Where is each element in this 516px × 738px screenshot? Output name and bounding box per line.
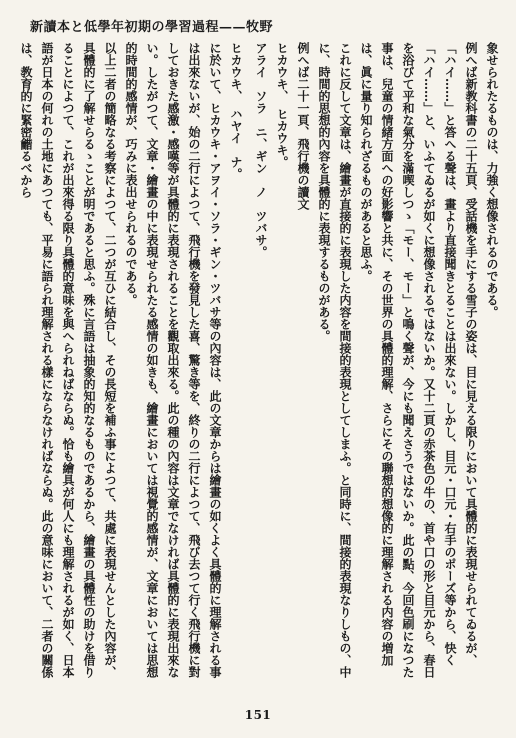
body-text [16,42,502,682]
running-head-title: 新讀本と低學年初期の學習過程——牧野 [30,19,274,35]
page-number: 151 [244,708,272,722]
right-text-column: 象せられたるものは、力強く想像されるのである。 例へば新教科書の二十五頁、受話機を手にする雪子の姿は、目に見える限りにおいて具體的に表現せられてゐるが、「ハイ……」と答へる聲は、畫より直接聞きとることは出來ない。しかし、目元・口元・右手のポーズ等から、快く「ハイ……」と、いふてゐるが如くに想像されるではないか。又十二頁の赤茶色の牛の、首や口の形と目元から、春日を浴びて平和な氣分を滿喫しつゝ「モー、モー」と鳴く聲が、今にも聞えさうではないか。此の點、今回色刷になつた事は、兒童の情緒方面への好影響と共に、その世界の具體的理解、さらにその聯想的想像的に理解される内容の増加は、眞に量り知られざるものがあると思ふ。 これに反して文章は、繪畫が直接的に表現した内容を間接的表現としてしまふ。と同時に、間接的表現なりしもの、中に、時間的思想的內容を具體的に表現するものがある。 例へば二十一頁、飛行機の讀文 ヒカウキ、 ヒカウキ。 アライ ソラ ニ、ギン ノ ツバサ。 [254,42,499,678]
running-head [30,14,486,36]
left-text-column: ヒカウキ、 ハヤイ ナ。 に於いて、ヒカウキ・アヲイ・ソラ・ギン・ツバサ等の內容は、此の文章からは繪畫の如くよく具體的に理解される事は出來ないが、始の二行によつて、飛行機を發見した喜、驚き等を、終りの二行によつて、飛び去つて行く飛行機に對しておきた感激・感嘆等が具體的に表現されることを觀取出來る。此の種の內容は文章でなければ具體的に表現出來ない。したがつて、文章・繪畫の中に表現せられたる感情の如きも、繪畫においては視覺的感情が、文章においては思想的時間的感情が、巧みに表出せられるのである。 以上二者の簡略なる考察によつて、二つが互ひに結合し、その長短を補ふ事によつて、共處に表現せんとした內容が、具體的に了解せらるゝことが明であると思ふ。殊に言語は抽象的知的なるものであるから、繪畫の具體性の助けを借りることによつて、これが出來得る限り具體的意味を與へられねばならぬ。恰も繪具が何人にも理解されるが如く、日本語が日本の何れの土地にあつても、平易に語られ理解される樣にならなければならぬ。此の意味において、二者の關係は、教育的に緊密龤るべから [19,42,243,678]
